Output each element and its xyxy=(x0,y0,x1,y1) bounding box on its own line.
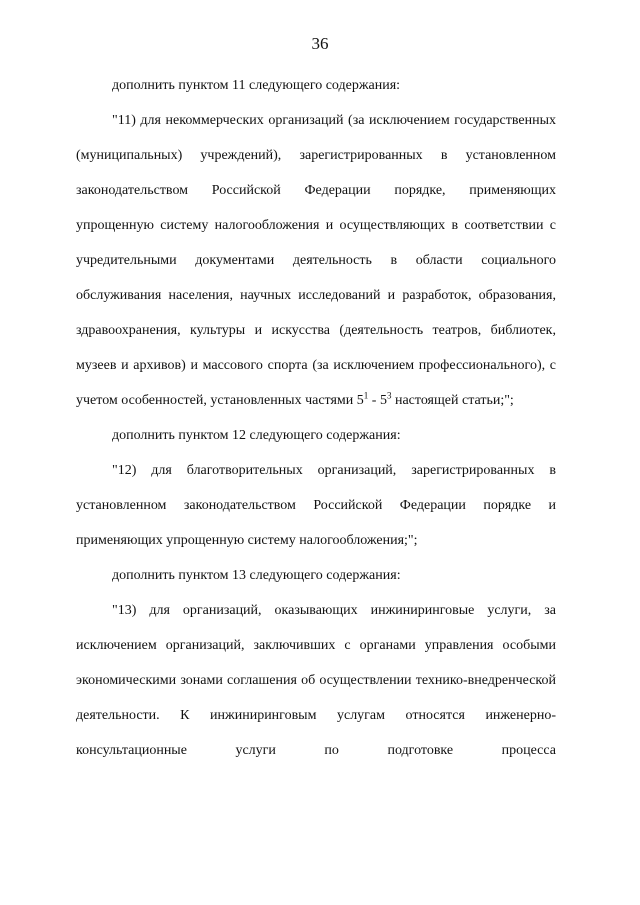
item-11-text-end: настоящей статьи;"; xyxy=(391,393,514,408)
superscript-1: 1 xyxy=(363,390,369,401)
paragraph-intro-item-13: дополнить пунктом 13 следующего содержания: xyxy=(112,568,401,583)
item-11-text-mid: - 5 xyxy=(368,393,387,408)
paragraph-item-11 xyxy=(76,103,556,418)
paragraph-intro-item-11: дополнить пунктом 11 следующего содержания: xyxy=(112,78,401,93)
document-body xyxy=(76,68,556,768)
page-number: 36 xyxy=(311,34,329,53)
superscript-3: 3 xyxy=(386,390,392,401)
paragraph-item-12: "12) для благотворительных организаций, зарегистрированных в установленном законодательством Российской Федерации порядке и применяющих упрощенную систему налогообложения;"; xyxy=(76,463,556,548)
item-11-text: "11) для некоммерческих организаций (за исключением государственных (муниципальных) учреждений), зарегистрированных в установленном законодательством Российской Федерации порядке, применяющих упрощенную систему налогообложения и осуществляющих в соответствии с учредительными документами деятельность в области социального обслуживания населения, научных исследований и разработок, образования, здравоохранения, культуры и искусства (деятельность театров, библиотек, музеев и архивов) и массового спорта (за исключением профессионального), с учетом особенностей, установленных частями 5 xyxy=(76,113,556,408)
paragraph-intro-item-12: дополнить пунктом 12 следующего содержания: xyxy=(112,428,401,443)
paragraph-item-13: "13) для организаций, оказывающих инжиниринговые услуги, за исключением организаций, заключивших с органами управления особыми экономическими зонами соглашения об осуществлении технико-внедренческой деятельности. К инжиниринговым услугам относятся инженерно-консультационные услуги по подготовке процесса xyxy=(76,603,556,758)
